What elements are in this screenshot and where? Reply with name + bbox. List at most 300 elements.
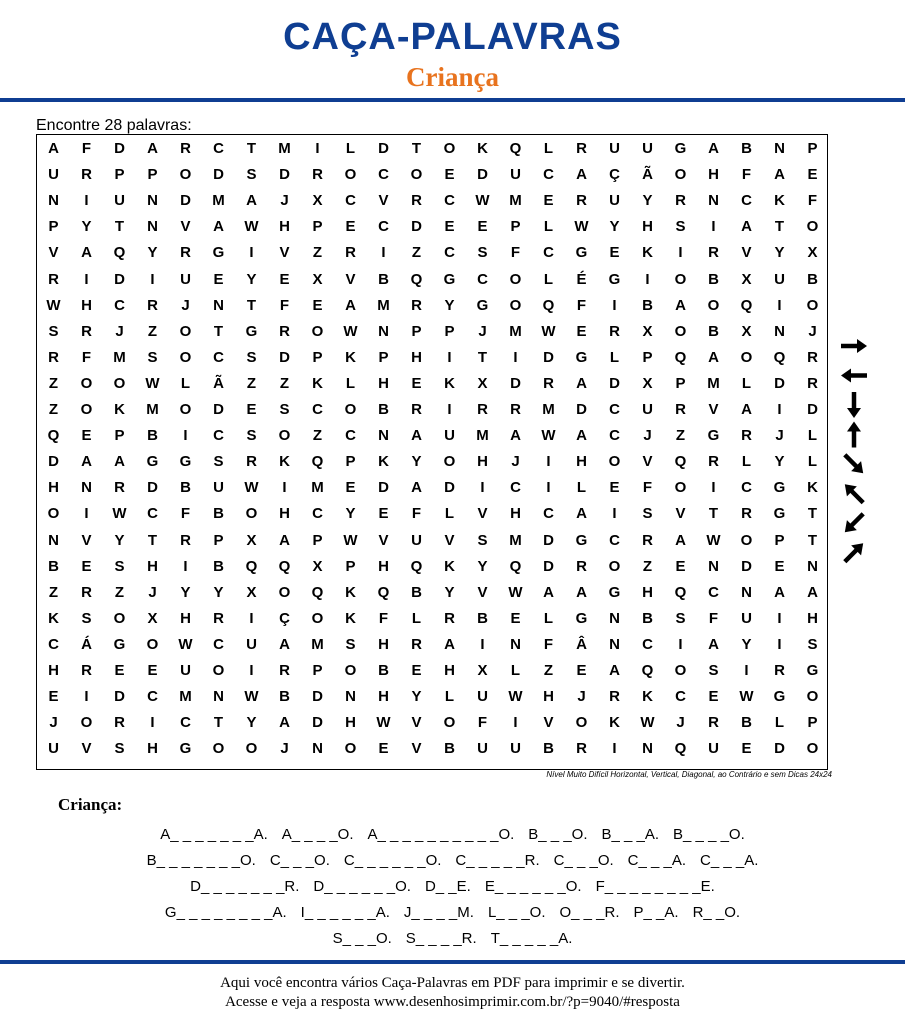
grid-letter[interactable]: O [80, 714, 93, 732]
grid-letter[interactable]: Z [48, 583, 59, 601]
grid-letter[interactable]: D [114, 140, 125, 157]
grid-letter[interactable]: Y [180, 583, 191, 601]
grid-letter[interactable]: V [411, 740, 422, 758]
grid-letter[interactable]: W [343, 531, 358, 549]
grid-letter[interactable]: O [443, 140, 456, 157]
grid-letter[interactable]: M [509, 322, 522, 340]
grid-letter[interactable]: N [147, 218, 158, 236]
grid-letter[interactable]: C [213, 427, 224, 445]
grid-letter[interactable]: F [477, 714, 488, 732]
grid-letter[interactable]: H [708, 166, 719, 184]
grid-letter[interactable]: R [576, 557, 587, 575]
grid-letter[interactable]: B [213, 557, 224, 575]
grid-letter[interactable]: M [509, 531, 522, 549]
grid-letter[interactable]: D [147, 479, 158, 497]
grid-letter[interactable]: O [806, 296, 819, 314]
grid-letter[interactable]: D [774, 374, 785, 392]
grid-letter[interactable]: B [741, 140, 752, 157]
grid-letter[interactable]: E [609, 244, 620, 262]
grid-letter[interactable]: T [477, 348, 488, 366]
grid-letter[interactable]: I [678, 635, 683, 653]
grid-letter[interactable]: C [741, 479, 752, 497]
grid-letter[interactable]: R [576, 192, 587, 210]
grid-letter[interactable]: V [345, 270, 356, 288]
grid-letter[interactable]: O [443, 453, 456, 471]
grid-letter[interactable]: R [444, 609, 455, 627]
grid-letter[interactable]: R [807, 348, 818, 366]
grid-letter[interactable]: O [443, 714, 456, 732]
grid-letter[interactable]: M [212, 192, 225, 210]
grid-letter[interactable]: A [576, 374, 587, 392]
grid-letter[interactable]: S [114, 557, 125, 575]
grid-letter[interactable]: Z [48, 374, 59, 392]
grid-letter[interactable]: O [146, 635, 159, 653]
grid-letter[interactable]: E [378, 740, 389, 758]
grid-letter[interactable]: Q [542, 296, 555, 314]
grid-letter[interactable]: R [147, 296, 158, 314]
grid-letter[interactable]: P [345, 453, 356, 471]
grid-letter[interactable]: T [213, 322, 224, 340]
grid-letter[interactable]: Z [147, 322, 158, 340]
grid-letter[interactable]: R [180, 140, 191, 157]
grid-letter[interactable]: L [609, 348, 620, 366]
grid-letter[interactable]: V [444, 531, 455, 549]
grid-letter[interactable]: I [678, 244, 683, 262]
grid-letter[interactable]: P [48, 218, 59, 236]
grid-letter[interactable]: M [311, 479, 324, 497]
grid-letter[interactable]: O [509, 270, 522, 288]
grid-letter[interactable]: B [213, 505, 224, 523]
grid-letter[interactable]: B [642, 296, 653, 314]
grid-letter[interactable]: Z [312, 244, 323, 262]
grid-letter[interactable]: E [378, 505, 389, 523]
grid-letter[interactable]: T [114, 218, 125, 236]
grid-letter[interactable]: A [807, 583, 818, 601]
grid-letter[interactable]: L [774, 714, 785, 732]
grid-letter[interactable]: Q [674, 453, 687, 471]
grid-letter[interactable]: H [48, 662, 59, 679]
grid-letter[interactable]: W [739, 688, 754, 706]
grid-letter[interactable]: U [180, 270, 191, 288]
grid-letter[interactable]: B [708, 322, 719, 340]
grid-letter[interactable]: Y [444, 583, 455, 601]
grid-letter[interactable]: B [741, 714, 752, 732]
grid-letter[interactable]: A [576, 166, 587, 184]
grid-letter[interactable]: O [344, 401, 357, 418]
grid-letter[interactable]: I [612, 740, 617, 758]
grid-letter[interactable]: U [609, 192, 620, 210]
grid-letter[interactable]: K [279, 453, 290, 471]
grid-letter[interactable]: U [477, 740, 488, 758]
grid-letter[interactable]: B [642, 609, 653, 627]
grid-letter[interactable]: C [213, 140, 224, 157]
grid-letter[interactable]: C [543, 244, 554, 262]
grid-letter[interactable]: H [642, 218, 653, 236]
grid-letter[interactable]: I [84, 505, 89, 523]
grid-letter[interactable]: A [576, 427, 587, 445]
grid-letter[interactable]: J [280, 192, 289, 210]
grid-letter[interactable]: F [378, 609, 389, 627]
grid-letter[interactable]: G [674, 140, 687, 157]
grid-letter[interactable]: Z [312, 427, 323, 445]
grid-letter[interactable]: K [774, 192, 785, 210]
grid-letter[interactable]: Y [411, 688, 422, 706]
grid-letter[interactable]: O [674, 270, 687, 288]
grid-letter[interactable]: J [115, 322, 124, 340]
grid-letter[interactable]: N [378, 322, 389, 340]
grid-letter[interactable]: C [444, 244, 455, 262]
grid-letter[interactable]: G [575, 531, 588, 549]
grid-letter[interactable]: U [642, 140, 653, 157]
grid-letter[interactable]: I [711, 218, 716, 236]
grid-letter[interactable]: C [708, 583, 719, 601]
grid-letter[interactable]: B [477, 609, 488, 627]
grid-letter[interactable]: Y [81, 218, 92, 236]
grid-letter[interactable]: S [642, 505, 653, 523]
grid-letter[interactable]: R [312, 166, 323, 184]
grid-letter[interactable]: X [807, 244, 818, 262]
grid-letter[interactable]: A [741, 401, 752, 418]
grid-letter[interactable]: G [476, 296, 489, 314]
grid-letter[interactable]: S [477, 244, 488, 262]
grid-letter[interactable]: Z [411, 244, 422, 262]
grid-letter[interactable]: S [246, 166, 257, 184]
grid-letter[interactable]: D [411, 218, 422, 236]
grid-letter[interactable]: E [81, 427, 92, 445]
grid-letter[interactable]: T [147, 531, 158, 549]
grid-letter[interactable]: O [245, 505, 258, 523]
grid-letter[interactable]: D [609, 374, 620, 392]
grid-letter[interactable]: C [543, 505, 554, 523]
grid-letter[interactable]: P [642, 348, 653, 366]
grid-letter[interactable]: L [411, 609, 422, 627]
grid-letter[interactable]: Z [246, 374, 257, 392]
grid-letter[interactable]: C [675, 688, 686, 706]
grid-letter[interactable]: V [741, 244, 752, 262]
grid-letter[interactable]: A [510, 427, 521, 445]
grid-letter[interactable]: B [807, 270, 818, 288]
grid-letter[interactable]: R [576, 740, 587, 758]
grid-letter[interactable]: V [279, 244, 290, 262]
grid-letter[interactable]: U [180, 662, 191, 679]
grid-letter[interactable]: R [279, 662, 290, 679]
grid-letter[interactable]: K [345, 348, 356, 366]
grid-letter[interactable]: J [280, 740, 289, 758]
grid-letter[interactable]: L [543, 140, 554, 157]
grid-letter[interactable]: Z [279, 374, 290, 392]
grid-letter[interactable]: O [806, 218, 819, 236]
grid-letter[interactable]: D [279, 166, 290, 184]
grid-letter[interactable]: Y [444, 296, 455, 314]
grid-letter[interactable]: I [513, 714, 518, 732]
grid-letter[interactable]: A [279, 531, 290, 549]
grid-letter[interactable]: S [213, 453, 224, 471]
grid-letter[interactable]: R [81, 322, 92, 340]
grid-letter[interactable]: A [147, 140, 158, 157]
grid-letter[interactable]: W [244, 479, 259, 497]
grid-letter[interactable]: R [741, 427, 752, 445]
grid-letter[interactable]: Y [774, 244, 785, 262]
grid-letter[interactable]: N [510, 635, 521, 653]
grid-letter[interactable]: A [609, 662, 620, 679]
grid-letter[interactable]: F [411, 505, 422, 523]
grid-letter[interactable]: K [345, 609, 356, 627]
grid-letter[interactable]: E [543, 192, 554, 210]
grid-letter[interactable]: O [575, 714, 588, 732]
grid-letter[interactable]: I [612, 296, 617, 314]
grid-letter[interactable]: W [145, 374, 160, 392]
grid-letter[interactable]: E [48, 688, 59, 706]
grid-letter[interactable]: Z [114, 583, 125, 601]
grid-letter[interactable]: M [179, 688, 192, 706]
grid-letter[interactable]: Y [345, 505, 356, 523]
grid-letter[interactable]: Q [773, 348, 786, 366]
grid-letter[interactable]: I [84, 192, 89, 210]
grid-letter[interactable]: D [213, 166, 224, 184]
grid-letter[interactable]: L [741, 374, 752, 392]
grid-letter[interactable]: O [608, 453, 621, 471]
grid-letter[interactable]: I [546, 453, 551, 471]
grid-letter[interactable]: N [48, 192, 59, 210]
grid-letter[interactable]: A [675, 531, 686, 549]
grid-letter[interactable]: W [112, 505, 127, 523]
grid-letter[interactable]: U [114, 192, 125, 210]
grid-letter[interactable]: L [807, 453, 818, 471]
grid-letter[interactable]: E [246, 401, 257, 418]
grid-letter[interactable]: X [312, 270, 323, 288]
grid-letter[interactable]: D [477, 166, 488, 184]
grid-letter[interactable]: S [345, 635, 356, 653]
grid-letter[interactable]: O [674, 662, 687, 679]
grid-letter[interactable]: L [807, 427, 818, 445]
grid-letter[interactable]: H [48, 479, 59, 497]
grid-letter[interactable]: I [777, 635, 782, 653]
grid-letter[interactable]: L [543, 270, 554, 288]
grid-letter[interactable]: J [148, 583, 157, 601]
grid-letter[interactable]: P [510, 218, 521, 236]
grid-letter[interactable]: Q [278, 557, 291, 575]
grid-letter[interactable]: I [84, 688, 89, 706]
grid-letter[interactable]: I [315, 140, 320, 157]
grid-letter[interactable]: H [279, 505, 290, 523]
grid-letter[interactable]: Y [411, 453, 422, 471]
grid-letter[interactable]: P [774, 531, 785, 549]
grid-letter[interactable]: R [774, 662, 785, 679]
grid-letter[interactable]: O [113, 374, 126, 392]
grid-letter[interactable]: R [741, 505, 752, 523]
grid-letter[interactable]: D [543, 348, 554, 366]
grid-letter[interactable]: M [509, 192, 522, 210]
grid-letter[interactable]: F [510, 244, 521, 262]
grid-letter[interactable]: H [345, 714, 356, 732]
grid-letter[interactable]: S [675, 609, 686, 627]
grid-letter[interactable]: R [576, 140, 587, 157]
grid-letter[interactable]: T [246, 296, 257, 314]
grid-letter[interactable]: V [477, 583, 488, 601]
grid-letter[interactable]: O [344, 166, 357, 184]
grid-letter[interactable]: C [741, 192, 752, 210]
grid-letter[interactable]: B [147, 427, 158, 445]
grid-letter[interactable]: Z [642, 557, 653, 575]
grid-letter[interactable]: L [510, 662, 521, 679]
grid-letter[interactable]: P [807, 140, 818, 157]
grid-letter[interactable]: S [114, 740, 125, 758]
grid-letter[interactable]: G [146, 453, 159, 471]
grid-letter[interactable]: J [643, 427, 652, 445]
grid-letter[interactable]: Q [740, 296, 753, 314]
grid-letter[interactable]: G [179, 740, 192, 758]
grid-letter[interactable]: R [609, 322, 620, 340]
grid-letter[interactable]: W [244, 688, 259, 706]
grid-letter[interactable]: G [806, 662, 819, 679]
grid-letter[interactable]: R [411, 296, 422, 314]
grid-letter[interactable]: Q [410, 557, 423, 575]
grid-letter[interactable]: W [508, 688, 523, 706]
grid-letter[interactable]: N [708, 192, 719, 210]
grid-letter[interactable]: K [609, 714, 620, 732]
grid-letter[interactable]: P [312, 531, 323, 549]
grid-letter[interactable]: A [114, 453, 125, 471]
grid-letter[interactable]: J [577, 688, 586, 706]
grid-letter[interactable]: D [213, 401, 224, 418]
grid-letter[interactable]: U [246, 635, 257, 653]
grid-letter[interactable]: Q [311, 453, 324, 471]
grid-letter[interactable]: C [312, 505, 323, 523]
grid-letter[interactable]: Q [509, 557, 522, 575]
grid-letter[interactable]: Q [377, 583, 390, 601]
grid-letter[interactable]: A [576, 505, 587, 523]
grid-letter[interactable]: O [674, 479, 687, 497]
grid-letter[interactable]: Ã [213, 374, 224, 392]
grid-letter[interactable]: B [378, 270, 389, 288]
grid-letter[interactable]: V [477, 505, 488, 523]
grid-letter[interactable]: I [381, 244, 386, 262]
grid-letter[interactable]: U [477, 688, 488, 706]
grid-letter[interactable]: I [183, 427, 188, 445]
grid-letter[interactable]: O [806, 740, 819, 758]
grid-letter[interactable]: P [807, 714, 818, 732]
grid-letter[interactable]: P [114, 427, 125, 445]
grid-letter[interactable]: D [543, 557, 554, 575]
grid-letter[interactable]: A [576, 583, 587, 601]
grid-letter[interactable]: H [378, 557, 389, 575]
grid-letter[interactable]: P [114, 166, 125, 184]
grid-letter[interactable]: R [81, 583, 92, 601]
grid-letter[interactable]: C [213, 348, 224, 366]
grid-letter[interactable]: R [48, 270, 59, 288]
grid-letter[interactable]: W [508, 583, 523, 601]
grid-letter[interactable]: N [807, 557, 818, 575]
grid-letter[interactable]: V [543, 714, 554, 732]
grid-letter[interactable]: R [543, 374, 554, 392]
grid-letter[interactable]: N [741, 583, 752, 601]
grid-letter[interactable]: W [475, 192, 490, 210]
grid-letter[interactable]: R [81, 662, 92, 679]
grid-letter[interactable]: N [609, 609, 620, 627]
grid-letter[interactable]: O [509, 296, 522, 314]
grid-letter[interactable]: R [510, 401, 521, 418]
grid-letter[interactable]: L [345, 140, 356, 157]
grid-letter[interactable]: D [114, 270, 125, 288]
grid-letter[interactable]: I [447, 348, 452, 366]
grid-letter[interactable]: R [279, 322, 290, 340]
grid-letter[interactable]: G [575, 348, 588, 366]
grid-letter[interactable]: H [807, 609, 818, 627]
grid-letter[interactable]: I [282, 479, 287, 497]
grid-letter[interactable]: R [411, 192, 422, 210]
grid-letter[interactable]: X [642, 374, 653, 392]
grid-letter[interactable]: Q [674, 348, 687, 366]
grid-letter[interactable]: G [608, 270, 621, 288]
grid-letter[interactable]: Y [213, 583, 224, 601]
grid-letter[interactable]: U [48, 166, 59, 184]
grid-letter[interactable]: U [741, 609, 752, 627]
grid-letter[interactable]: F [708, 609, 719, 627]
grid-letter[interactable]: W [343, 322, 358, 340]
grid-letter[interactable]: S [675, 218, 686, 236]
grid-letter[interactable]: P [675, 374, 686, 392]
grid-letter[interactable]: M [707, 374, 720, 392]
grid-letter[interactable]: B [708, 270, 719, 288]
grid-letter[interactable]: T [411, 140, 422, 157]
grid-letter[interactable]: A [81, 244, 92, 262]
grid-letter[interactable]: X [246, 531, 257, 549]
grid-letter[interactable]: X [147, 609, 158, 627]
grid-letter[interactable]: B [378, 662, 389, 679]
grid-letter[interactable]: Q [410, 270, 423, 288]
grid-letter[interactable]: C [147, 688, 158, 706]
grid-letter[interactable]: W [376, 714, 391, 732]
grid-letter[interactable]: R [411, 635, 422, 653]
grid-letter[interactable]: E [81, 557, 92, 575]
grid-letter[interactable]: U [444, 427, 455, 445]
grid-letter[interactable]: C [609, 401, 620, 418]
grid-letter[interactable]: R [114, 479, 125, 497]
grid-letter[interactable]: C [378, 166, 389, 184]
grid-letter[interactable]: W [541, 322, 556, 340]
grid-letter[interactable]: E [675, 557, 686, 575]
grid-letter[interactable]: H [378, 635, 389, 653]
grid-letter[interactable]: M [113, 348, 126, 366]
grid-letter[interactable]: V [708, 401, 719, 418]
grid-letter[interactable]: E [345, 218, 356, 236]
grid-letter[interactable]: R [114, 714, 125, 732]
grid-letter[interactable]: I [249, 662, 254, 679]
grid-letter[interactable]: G [707, 427, 720, 445]
grid-letter[interactable]: U [411, 531, 422, 549]
grid-letter[interactable]: C [114, 296, 125, 314]
grid-letter[interactable]: X [246, 583, 257, 601]
grid-letter[interactable]: B [543, 740, 554, 758]
grid-letter[interactable]: F [807, 192, 818, 210]
grid-letter[interactable]: Ã [642, 166, 653, 184]
grid-letter[interactable]: E [444, 218, 455, 236]
grid-letter[interactable]: O [278, 583, 291, 601]
grid-letter[interactable]: G [179, 453, 192, 471]
grid-letter[interactable]: M [542, 401, 555, 418]
grid-letter[interactable]: C [477, 270, 488, 288]
grid-letter[interactable]: N [774, 322, 785, 340]
grid-letter[interactable]: A [279, 714, 290, 732]
grid-letter[interactable]: Q [311, 583, 324, 601]
grid-letter[interactable]: C [609, 427, 620, 445]
grid-letter[interactable]: T [246, 140, 257, 157]
grid-letter[interactable]: U [510, 740, 521, 758]
grid-letter[interactable]: A [411, 479, 422, 497]
grid-letter[interactable]: P [378, 348, 389, 366]
grid-letter[interactable]: T [213, 714, 224, 732]
grid-letter[interactable]: U [774, 270, 785, 288]
